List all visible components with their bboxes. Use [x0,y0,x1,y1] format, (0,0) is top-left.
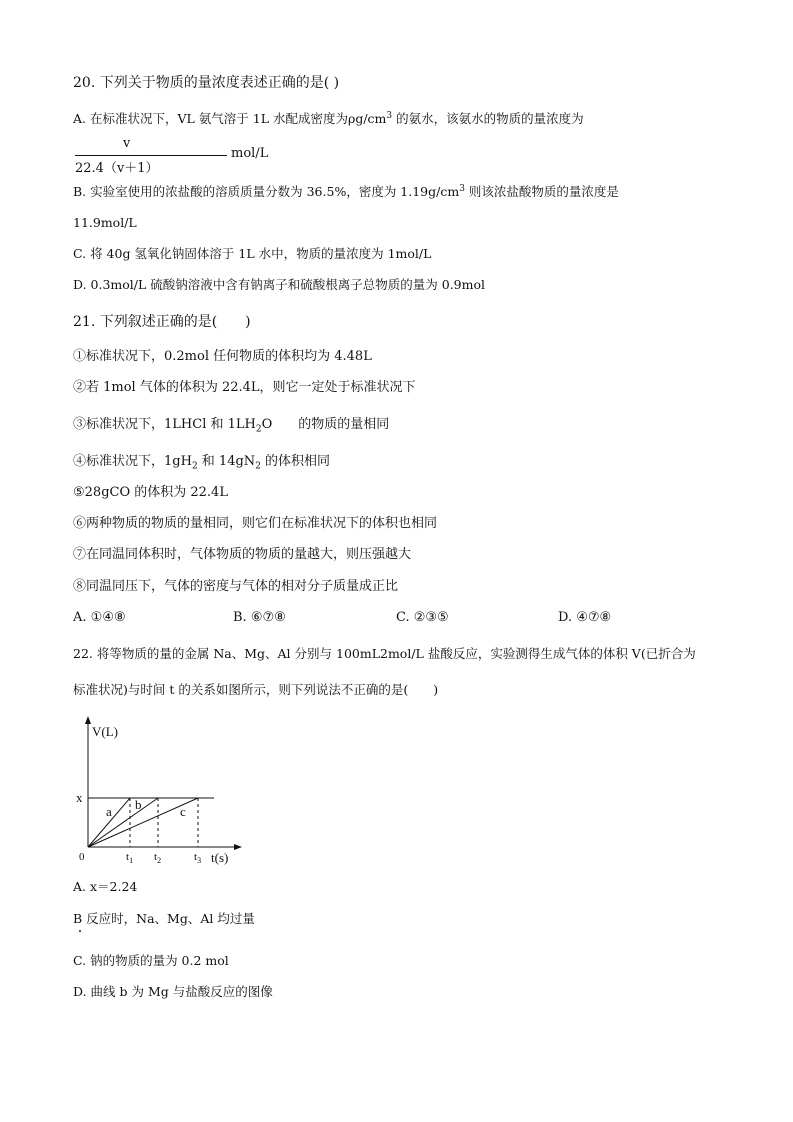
t1-label [126,851,133,865]
q21-statement-2: ②若 1mol 气体的体积为 22.4L，则它一定处于标准状况下 [73,380,416,395]
t3-label [194,851,201,865]
q21-option-d: D. ④⑦⑧ [558,610,612,625]
q22-option-a: A. x＝2.24 [73,879,138,894]
t1-main: t [126,851,130,863]
fraction-numerator: v [123,136,131,151]
t2-label [154,851,161,865]
q21-option-c: C. ②③⑤ [396,610,449,625]
y-axis-label: V(L) [92,724,118,739]
question-22-title-line2: 标准状况)与时间 t 的关系如图所示，则下列说法不正确的是( ) [73,682,439,697]
q20-option-b-text: B. 实验室使用的浓盐酸的溶质质量分数为 36.5%，密度为 1.19g/cm [73,184,460,199]
question-22-title: 22. 将等物质的量的金属 Na、Mg、Al 分别与 100mL2mol/L 盐酸反应，实验测得生成气体的体积 V(已折合为 [73,646,696,661]
q21-statement-3-sub: 2 [255,424,262,435]
t2-main: t [154,851,158,863]
q22-option-c: C. 钠的物质的量为 0.2 mol [73,953,229,968]
q21-option-a: A. ①④⑧ [73,610,126,625]
question-20-title: 20. 下列关于物质的量浓度表述正确的是( ) [73,75,340,91]
q20-option-d: D. 0.3mol/L 硫酸钠溶液中含有钠离子和硫酸根离子总物质的量为 0.9mol [73,277,485,292]
x-axis-label: t(s) [211,850,229,865]
q21-statement-1: ①标准状况下，0.2mol 任何物质的体积均为 4.48L [73,349,372,364]
q22-option-d: D. 曲线 b 为 Mg 与盐酸反应的图像 [73,984,273,999]
q20-option-c: C. 将 40g 氢氧化钠固体溶于 1L 水中，物质的量浓度为 1mol/L [73,246,432,261]
q21-statement-6: ⑥两种物质的物质的量相同，则它们在标准状况下的体积也相同 [73,516,438,531]
x-value-label: x [76,790,83,805]
q20-option-a-tail: 的氨水，该氨水的物质的量浓度为 [392,111,584,126]
q20-option-b [73,183,619,201]
fraction-bar [75,155,227,156]
x-axis-arrow [234,844,242,850]
q21-statement-3-a: ③标准状况下，1LHCl 和 1LH [73,417,256,432]
t3-sub: 3 [197,856,202,865]
stray-mark [79,930,81,932]
q21-statement-5: ⑤28gCO 的体积为 22.4L [73,485,228,500]
q21-statement-4-b: 和 14gN [197,454,256,469]
curve-c-label: c [180,804,186,819]
volume-time-graph [68,712,248,872]
question-21-title: 21. 下列叙述正确的是( ) [73,314,251,330]
q20-option-a-text: A. 在标准状况下，VL 氨气溶于 1L 水配成密度为ρg/cm [73,111,387,126]
q21-statement-8: ⑧同温同压下，气体的密度与气体的相对分子质量成正比 [73,579,399,594]
q20-option-a [73,110,584,128]
q22-option-b: B 反应时，Na、Mg、Al 均过量 [73,911,255,926]
q21-statement-4-sub2: 2 [255,461,261,472]
q21-statement-3 [73,416,389,434]
q21-statement-4-sub1: 2 [191,461,198,472]
origin-label: 0 [79,851,85,863]
curve-b [88,798,158,847]
q20-option-a-sup: 3 [386,110,393,121]
curve-a-label: a [106,804,112,819]
q21-statement-4-c: 的体积相同 [260,454,331,469]
q21-statement-4 [73,453,330,471]
fraction-denominator: 22.4（v＋1） [75,161,159,176]
curve-b-label: b [135,797,142,812]
q21-statement-3-b: O 的物质的量相同 [261,417,390,432]
fraction-unit: mol/L [231,146,269,161]
q20-option-b-tail: 则该浓盐酸物质的量浓度是 [464,184,619,199]
q21-option-b: B. ⑥⑦⑧ [233,610,286,625]
y-axis-arrow [85,716,91,724]
q20-option-b-sup: 3 [459,183,465,194]
q21-statement-7: ⑦在同温同体积时，气体物质的物质的量越大，则压强越大 [73,547,412,562]
t1-sub: 1 [129,856,134,865]
q20-option-b-line2: 11.9mol/L [73,215,137,230]
t2-sub: 2 [157,856,162,865]
q21-options-row [73,609,723,627]
t3-main: t [194,851,198,863]
q21-statement-4-a: ④标准状况下，1gH [73,454,192,469]
